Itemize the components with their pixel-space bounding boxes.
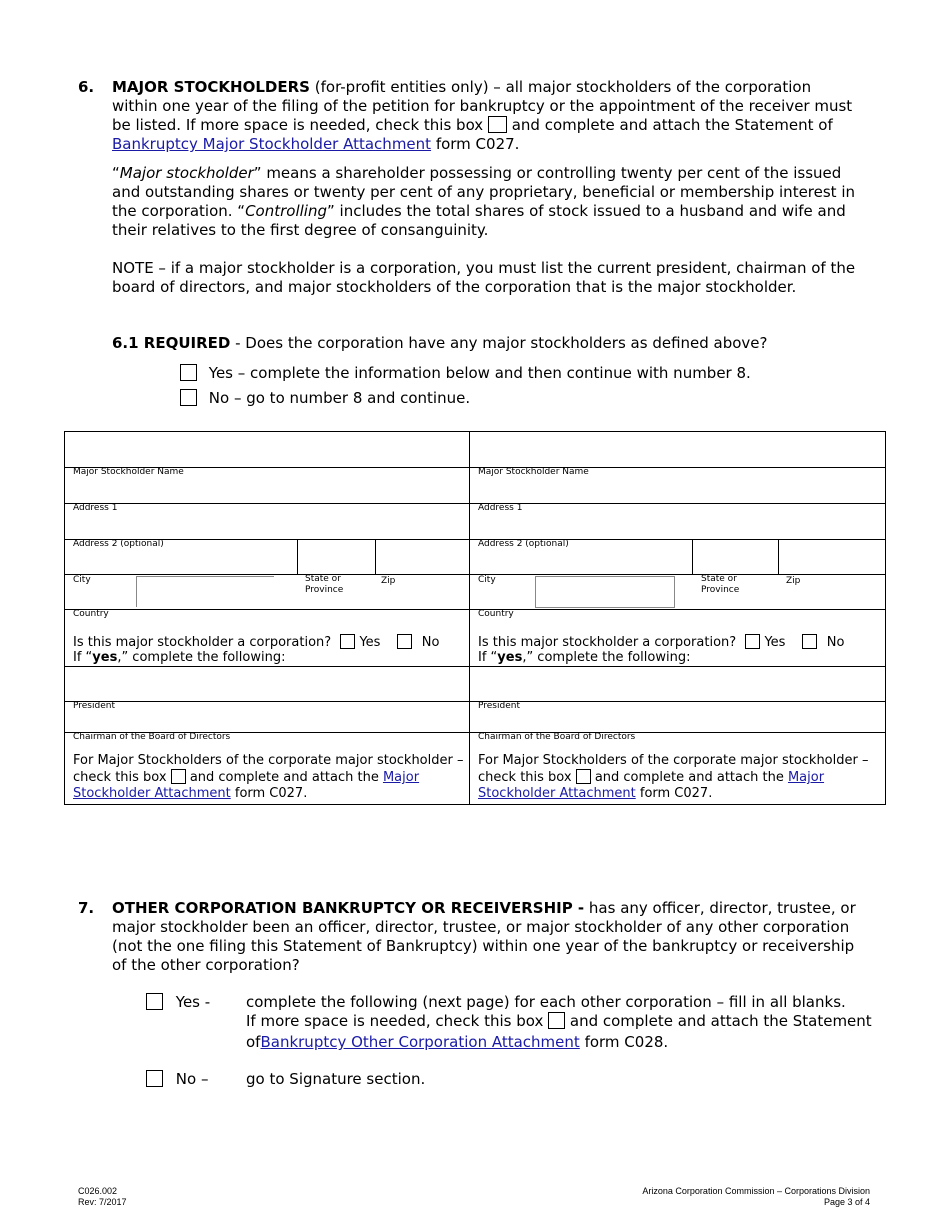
section-7-yes-row [146,993,210,1012]
section-7-heading: OTHER CORPORATION BANKRUPTCY OR RECEIVERSHIP - [112,899,585,917]
definition-line1: ” means a shareholder possessing or controlling twenty per cent of the issued [253,164,842,182]
section-6-intro [112,78,902,154]
note-line2: board of directors, and major stockholders of the corporation that is the major stockholder. [112,278,797,296]
state-label-line1: State or [305,574,341,584]
stockholder-entry-2 [470,432,885,804]
option-no-label: No – go to number 8 and continue. [208,389,471,407]
attachment-link-2b[interactable]: Stockholder Attachment [478,786,636,801]
attach-instruction [478,753,878,802]
corp-yes-checkbox-1[interactable] [340,634,355,649]
major-stockholder-attachment-checkbox[interactable] [488,116,507,133]
city-label: City [478,575,496,585]
section-7-no-label: No – [175,1070,209,1088]
state-label-line1: State or [701,574,737,584]
section-6-note [112,259,902,297]
if-yes-instruction [73,650,285,666]
attach-checkbox-1[interactable] [171,769,186,784]
address2-label: Address 2 (optional) [73,539,164,549]
president-label: President [478,701,520,711]
attach-instruction [73,753,465,802]
corp-question-row [73,634,439,651]
definition-term-controlling: Controlling [245,202,327,220]
section-6-intro-line3: be listed. If more space is needed, check this box [112,116,488,134]
section-7-yes-line3: of [246,1033,261,1051]
footer-left [78,1186,127,1208]
section-7-no-row [146,1070,208,1089]
section-7-no-checkbox[interactable] [146,1070,163,1087]
attach-line2: check this box [478,770,576,785]
option-no-row [180,389,470,408]
section-7-intro [112,899,902,975]
other-corporation-attachment-checkbox[interactable] [548,1012,565,1029]
section-6-intro-text: (for-profit entities only) – all major stockholders of the corporation [309,78,812,96]
stockholder-name-input-2[interactable] [470,432,885,467]
section-6-intro-line2: within one year of the filing of the petition for bankruptcy or the appointment of the receiver must [112,97,853,115]
question-6-1-label: 6.1 REQUIRED [112,334,231,352]
major-stockholder-table [64,431,886,805]
section-6-heading: MAJOR STOCKHOLDERS [112,78,310,96]
attach-form-ref: form C027. [635,786,713,801]
city-input-2[interactable] [535,576,675,608]
corp-question-row [478,634,844,651]
section-7-yes-line2: If more space is needed, check this box [246,1012,549,1030]
cell-divider [778,539,779,574]
attach-line2: check this box [73,770,171,785]
stockholder-name-input-1[interactable] [65,432,469,467]
address1-input-1[interactable] [65,469,469,503]
footer-right [642,1186,870,1208]
section-7-yes-line1: complete the following (next page) for each other corporation – fill in all blanks. [246,993,846,1011]
attach-line2-rest: and complete and attach the [590,770,788,785]
section-7-line4: of the other corporation? [112,956,300,974]
definition-term: Major stockholder [119,164,254,182]
if-yes-suffix: ,” complete the following: [522,650,691,665]
if-yes-prefix: If “ [73,650,93,665]
section-7-line2: major stockholder been an officer, director, trustee, or major stockholder of any other corporation [112,918,850,936]
president-label: President [73,701,115,711]
section-7-yes-label: Yes - [175,993,211,1011]
attachment-link-1b[interactable]: Stockholder Attachment [73,786,231,801]
question-6-1 [112,334,902,353]
country-label: Country [478,609,514,619]
other-corporation-attachment-link[interactable]: Bankruptcy Other Corporation Attachment [260,1033,580,1051]
stockholder-entry-1 [65,432,469,804]
section-6-number: 6. [78,78,95,96]
form-number: C026.002 [78,1186,118,1196]
attach-form-ref: form C027. [230,786,308,801]
address1-label: Address 1 [73,503,118,513]
state-label [305,574,343,596]
corp-no-label: No [826,635,845,650]
note-line1: NOTE – if a major stockholder is a corporation, you must list the current president, chairman of the [112,259,856,277]
section-7-yes-instructions [246,993,926,1052]
corp-yes-label: Yes [359,635,381,650]
cell-divider [692,539,693,574]
if-yes-word: yes [497,650,523,665]
agency-name: Arizona Corporation Commission – Corporations Division [642,1186,870,1196]
corp-no-checkbox-2[interactable] [802,634,817,649]
state-label [701,574,739,596]
attach-line1: For Major Stockholders of the corporate major stockholder – [73,753,464,768]
zip-label: Zip [381,576,396,586]
if-yes-instruction [478,650,690,666]
country-label: Country [73,609,109,619]
chairman-label: Chairman of the Board of Directors [73,732,231,742]
section-6-form-ref: form C027. [431,135,520,153]
option-yes-row [180,364,751,383]
corp-no-label: No [421,635,440,650]
corp-question: Is this major stockholder a corporation? [73,635,332,650]
attach-line2-rest: and complete and attach the [185,770,383,785]
address1-input-2[interactable] [470,469,885,503]
quote-mark: “ [112,164,120,182]
zip-label: Zip [786,576,801,586]
option-yes-checkbox[interactable] [180,364,197,381]
address2-input-2[interactable] [470,505,885,539]
cell-divider [297,539,298,574]
president-input-1[interactable] [65,667,469,701]
page-number: Page 3 of 4 [823,1197,870,1207]
stockholder-name-label: Major Stockholder Name [73,467,184,477]
address1-label: Address 1 [478,503,523,513]
attach-line1: For Major Stockholders of the corporate major stockholder – [478,753,869,768]
option-no-checkbox[interactable] [180,389,197,406]
corp-yes-label: Yes [764,635,786,650]
definition-line3-rest: ” includes the total shares of stock issued to a husband and wife and [327,202,846,220]
president-input-2[interactable] [470,667,885,701]
section-7-number: 7. [78,899,95,917]
corp-yes-checkbox-2[interactable] [745,634,760,649]
if-yes-suffix: ,” complete the following: [117,650,286,665]
state-label-line2: Province [701,585,740,595]
stockholder-name-label: Major Stockholder Name [478,467,589,477]
definition-line4: their relatives to the first degree of consanguinity. [112,221,489,239]
attach-checkbox-2[interactable] [576,769,591,784]
major-stockholder-attachment-link[interactable]: Bankruptcy Major Stockholder Attachment [112,135,432,153]
address2-label: Address 2 (optional) [478,539,569,549]
option-yes-label: Yes – complete the information below and then continue with number 8. [208,364,751,382]
section-7-line3: (not the one filing this Statement of Bankruptcy) within one year of the bankruptcy or receivership [112,937,855,955]
section-7-yes-checkbox[interactable] [146,993,163,1010]
revision-date: Rev: 7/2017 [78,1197,127,1207]
chairman-label: Chairman of the Board of Directors [478,732,636,742]
corp-no-checkbox-1[interactable] [397,634,412,649]
city-input-1[interactable] [136,576,274,607]
city-label: City [73,575,91,585]
address2-input-1[interactable] [65,505,469,539]
corp-question: Is this major stockholder a corporation? [478,635,737,650]
attachment-link-1a[interactable]: Major [382,770,420,785]
section-6-intro-line3-rest: and complete and attach the Statement of [506,116,833,134]
section-7-yes-line2-rest: and complete and attach the Statement [565,1012,872,1030]
question-6-1-text: - Does the corporation have any major stockholders as defined above? [230,334,768,352]
definition-line3: the corporation. “ [112,202,246,220]
cell-divider [375,539,376,574]
major-stockholder-definition [112,164,902,240]
section-7-form-ref: form C028. [579,1033,669,1051]
section-7-line1: has any officer, director, trustee, or [584,899,856,917]
state-label-line2: Province [305,585,344,595]
attachment-link-2a[interactable]: Major [787,770,825,785]
if-yes-prefix: If “ [478,650,498,665]
definition-line2: and outstanding shares or twenty per cent of any proprietary, beneficial or membership interest in [112,183,856,201]
if-yes-word: yes [92,650,118,665]
section-7-no-text: go to Signature section. [246,1070,426,1088]
